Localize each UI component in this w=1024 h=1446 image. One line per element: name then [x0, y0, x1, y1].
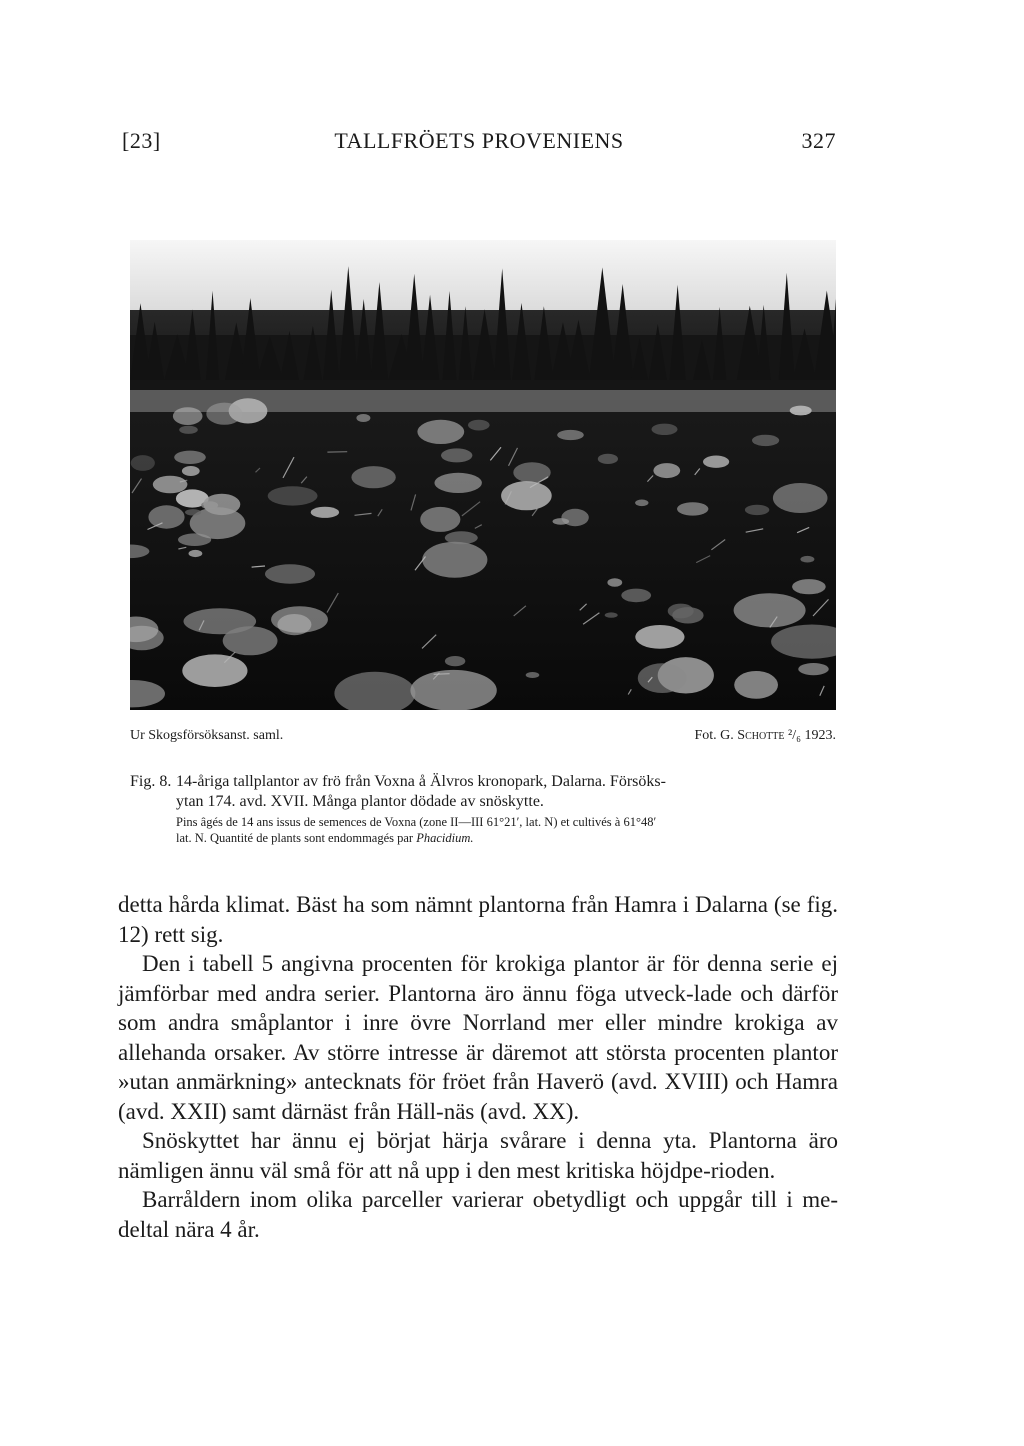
boulder-icon: [131, 455, 155, 471]
page-number: 327: [801, 128, 836, 153]
caption-french: [130, 814, 836, 846]
photo-illustration: [130, 240, 836, 710]
boulder-icon: [668, 604, 694, 619]
figure-label: Fig. 8.: [130, 773, 172, 790]
boulder-icon: [638, 663, 687, 693]
caption-swedish-line-2: ytan 174. avd. XVII. Många plantor dödade av snöskytte.: [176, 793, 544, 810]
boulder-icon: [271, 606, 328, 633]
boulder-icon: [189, 550, 203, 557]
boulder-icon: [598, 454, 618, 464]
boulder-icon: [178, 533, 211, 546]
photo-source: Ur Skogsförsöksanst. saml.: [130, 728, 284, 743]
boulder-icon: [179, 426, 198, 434]
photo-date: ²/₆ 1923.: [788, 728, 836, 743]
boulder-icon: [445, 656, 465, 666]
photo-credits: [130, 728, 836, 750]
boulder-icon: [351, 466, 395, 488]
boulder-icon: [174, 451, 206, 464]
boulder-icon: [635, 625, 684, 649]
boulder-icon: [268, 486, 318, 505]
boulder-icon: [734, 593, 806, 627]
boulder-icon: [792, 579, 826, 594]
boulder-icon: [185, 509, 201, 515]
boulder-icon: [182, 654, 247, 687]
boulder-icon: [223, 626, 278, 655]
boulder-icon: [311, 507, 339, 518]
boulder-icon: [203, 494, 240, 515]
boulder-icon: [652, 424, 678, 435]
paragraph-4: Barråldern inom olika parceller varierar obetydligt och uppgår till i me-deltal nära 4 år.: [118, 1187, 838, 1242]
boulder-icon: [265, 564, 315, 583]
boulder-icon: [752, 435, 779, 446]
boulder-icon: [798, 663, 828, 675]
boulder-icon: [607, 578, 622, 587]
boulder-icon: [605, 612, 618, 617]
boulder-icon: [790, 406, 812, 416]
boulder-icon: [206, 403, 242, 425]
boulder-icon: [561, 509, 588, 526]
body-text: [118, 890, 838, 1244]
photographer: [695, 728, 837, 744]
boulder-icon: [800, 556, 814, 563]
boulder-icon: [410, 670, 496, 710]
boulder-icon: [153, 476, 188, 494]
boulder-icon: [635, 500, 648, 507]
boulder-icon: [148, 505, 184, 528]
paragraph-3: Snöskyttet har ännu ej börjat härja svårare i denna yta. Plantorna äro nämligen ännu väl små för att nå upp i den mest kritiska höjdpe-rioden.: [118, 1128, 838, 1183]
paragraph-1: detta hårda klimat. Bäst ha som nämnt plantorna från Hamra i Dalarna (se fig. 12) rett sig.: [118, 892, 838, 947]
boulder-icon: [745, 505, 769, 515]
caption-french-line-1: Pins âgés de 14 ans issus de semences de Voxna (zone II—III 61°21′, lat. N) et cultivés à 61°48′: [176, 815, 657, 829]
boulder-icon: [468, 420, 490, 431]
boulder-icon: [173, 407, 203, 425]
photographer-name: Schotte: [737, 728, 785, 743]
boulder-icon: [653, 463, 680, 478]
figure-caption: [130, 772, 836, 846]
boulder-icon: [557, 430, 584, 440]
boulder-icon: [526, 672, 540, 678]
boulder-icon: [356, 414, 370, 422]
caption-french-line-2-prefix: lat. N. Quantité de plants sont endommagés par: [176, 831, 414, 845]
photographer-prefix: Fot. G.: [694, 728, 734, 743]
caption-swedish-line-1: 14-åriga tallplantor av frö från Voxna å Älvros kronopark, Dalarna. Försöks-: [176, 773, 666, 790]
running-title: TALLFRÖETS PROVENIENS: [334, 128, 624, 153]
boulder-icon: [513, 462, 550, 483]
paragraph-2: Den i tabell 5 angivna procenten för krokiga plantor är för denna serie ej jämförbar med andra serier. Plantorna äro ännu föga utveck-lade och därför som andra småplantor i inre övre Norrland mer eller mindre krokiga av allehanda orsaker. Av större intresse är däremot att största procenten plantor »utan anmärkning» antecknats för fröet från Haverö (avd. XVIII) och Hamra (avd. XXII) samt därnäst från Häll-näs (avd. XX).: [118, 951, 838, 1124]
boulder-icon: [422, 542, 487, 578]
boulder-icon: [677, 502, 708, 515]
caption-french-species: Phacidium.: [416, 831, 474, 845]
boulder-icon: [441, 448, 472, 462]
boulder-icon: [182, 466, 200, 476]
forest-clearing-photo: [130, 240, 836, 710]
boulder-icon: [417, 420, 464, 444]
boulder-icon: [773, 483, 828, 513]
boulder-icon: [621, 589, 651, 603]
section-number: [23]: [122, 128, 161, 153]
boulder-icon: [445, 531, 478, 544]
boulder-icon: [734, 671, 778, 699]
seedling-icon: [434, 674, 450, 675]
boulder-icon: [420, 507, 460, 532]
running-header: [122, 124, 836, 158]
boulder-icon: [435, 473, 482, 493]
boulder-icon: [703, 456, 729, 468]
